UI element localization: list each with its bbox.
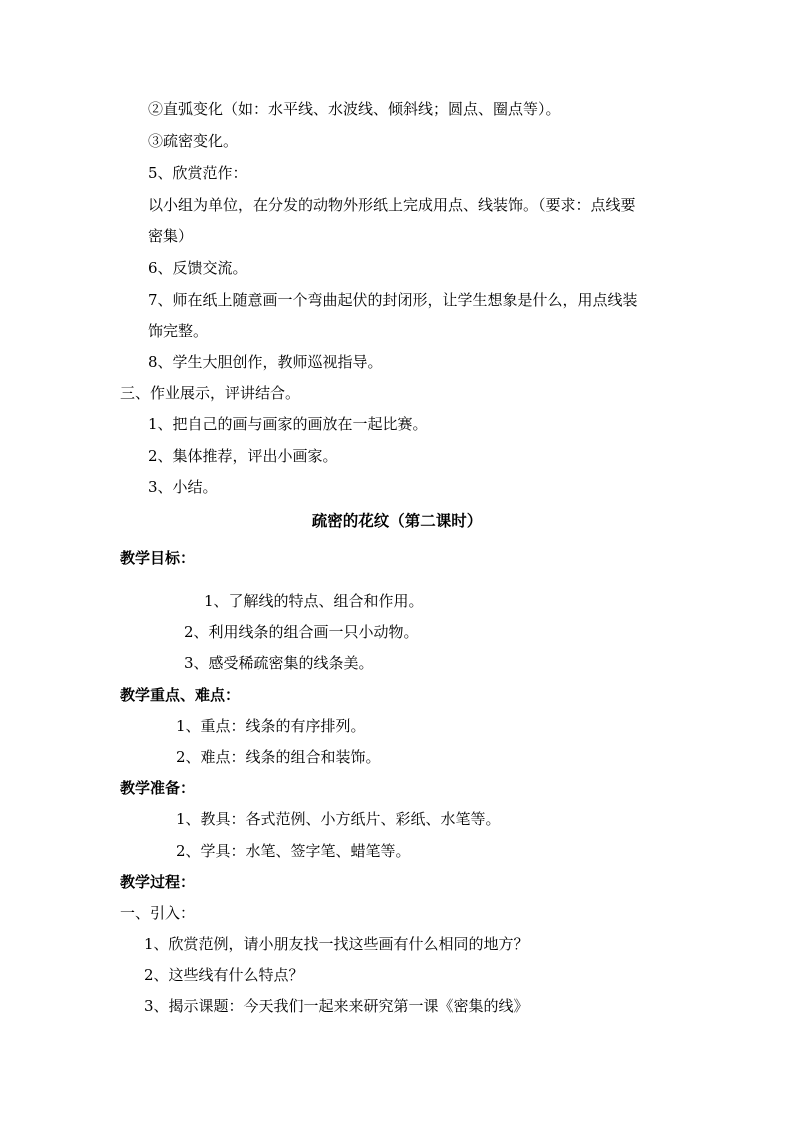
section-heading: 一、引入： xyxy=(120,904,196,922)
list-item: 2、学具：水笔、签字笔、蜡笔等。 xyxy=(176,842,411,860)
list-item: 7、师在纸上随意画一个弯曲起伏的封闭形，让学生想象是什么，用点线装 xyxy=(148,291,638,309)
list-item: 1、重点：线条的有序排列。 xyxy=(176,717,366,735)
list-item: 1、教具：各式范例、小方纸片、彩纸、水笔等。 xyxy=(176,810,501,828)
list-item: 2、这些线有什么特点？ xyxy=(144,966,304,984)
list-item: 1、把自己的画与画家的画放在一起比赛。 xyxy=(148,415,428,433)
list-item: 6、反馈交流。 xyxy=(148,259,248,277)
list-item: 2、集体推荐，评出小画家。 xyxy=(148,447,338,465)
focus-heading: 教学重点、难点： xyxy=(120,686,241,704)
list-item: 以小组为单位，在分发的动物外形纸上完成用点、线装饰。（要求：点线要 xyxy=(148,196,636,214)
list-item: 8、学生大胆创作，教师巡视指导。 xyxy=(148,353,383,371)
list-item: 密集） xyxy=(148,227,194,245)
list-item: 3、揭示课题：今天我们一起来来研究第一课《密集的线》 xyxy=(144,997,529,1015)
list-item: 3、感受稀疏密集的线条美。 xyxy=(184,654,374,672)
list-item: 2、难点：线条的组合和装饰。 xyxy=(176,748,381,766)
list-item: 1、了解线的特点、组合和作用。 xyxy=(204,592,424,610)
list-item: 饰完整。 xyxy=(148,322,209,340)
list-item: 5、欣赏范作： xyxy=(148,164,248,182)
section-heading: 三、作业展示，评讲结合。 xyxy=(120,384,301,402)
goals-heading: 教学目标： xyxy=(120,549,196,567)
list-item: 1、欣赏范例，请小朋友找一找这些画有什么相同的地方？ xyxy=(144,935,529,953)
lesson-title: 疏密的花纹（第二课时） xyxy=(311,511,483,530)
prep-heading: 教学准备： xyxy=(120,779,196,797)
list-item: ③疏密变化。 xyxy=(148,132,239,150)
list-item: 2、利用线条的组合画一只小动物。 xyxy=(184,623,419,641)
list-item: 3、小结。 xyxy=(148,478,218,496)
list-item: ②直弧变化（如：水平线、水波线、倾斜线；圆点、圈点等）。 xyxy=(148,100,561,118)
process-heading: 教学过程： xyxy=(120,873,196,891)
